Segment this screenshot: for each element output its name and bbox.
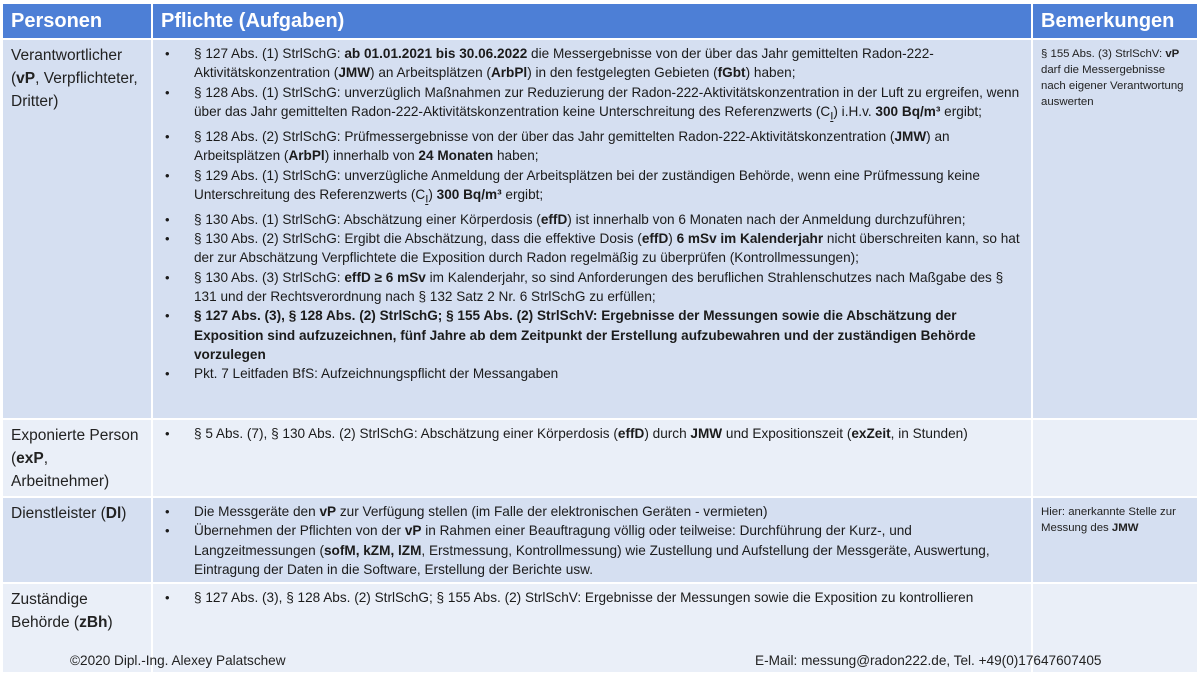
duties-cell	[153, 420, 1033, 498]
duty-item: • Die Messgeräte den vP zur Verfügung stellen (im Falle der elektronischen Geräten - vermieten)	[161, 502, 1025, 521]
duty-item: • § 128 Abs. (1) StrlSchG: unverzüglich Maßnahmen zur Reduzierung der Radon-222-Aktivitätskonzentration in der Luft zu ergreifen, wenn über das Jahr gemittelten Radon-222-Aktivitätskonzentration keine Unterschreitung des Referenzwerts $(C_I)$ i.H.v. 300 Bq/m³ ergibt;	[161, 83, 1025, 127]
table-row	[3, 420, 1197, 498]
remark-cell: Hier: anerkannte Stelle zur Messung des JMW	[1033, 498, 1197, 584]
person-cell: Dienstleister (Dl)	[3, 498, 153, 584]
person-abbreviation: zBh	[79, 614, 108, 631]
person-abbreviation: vP	[16, 70, 36, 87]
table-header	[3, 4, 1197, 40]
duty-item: • § 128 Abs. (2) StrlSchG: Prüfmessergebnisse von der über das Jahr gemittelten Radon-222-Aktivitätskonzentration (JMW) an Arbeitsplätzen (ArbPl) innerhalb von 24 Monaten haben;	[161, 127, 1025, 166]
header-remarks: Bemerkungen	[1033, 4, 1197, 40]
duties-cell	[153, 498, 1033, 584]
obligations-table	[3, 4, 1197, 674]
person-cell: Zuständige Behörde (zBh)	[3, 584, 153, 674]
person-cell: Exponierte Person (exP, Arbeitnehmer)	[3, 420, 153, 498]
person-abbreviation: Dl	[105, 505, 122, 522]
footer-copyright: ©2020 Dipl.-Ing. Alexey Palatschew	[70, 653, 286, 668]
header-persons: Personen	[3, 4, 153, 40]
duty-item: • § 129 Abs. (1) StrlSchG: unverzügliche Anmeldung der Arbeitsplätzen bei der zuständigen Behörde, wenn eine Prüfmessung keine Unterschreitung des Referenzwerts $(C_I)$ 300 Bq/m³ ergibt;	[161, 166, 1025, 210]
duty-item: • Pkt. 7 Leitfaden BfS: Aufzeichnungspflicht der Messangaben	[161, 364, 1025, 383]
duty-item: • § 5 Abs. (7), § 130 Abs. (2) StrlSchG: Abschätzung einer Körperdosis (effD) durch JMW und Expositionszeit (exZeit, in Stunden)	[161, 424, 1025, 443]
duty-item: • § 127 Abs. (3), § 128 Abs. (2) StrlSchG; § 155 Abs. (2) StrlSchV: Ergebnisse der Messungen sowie die Exposition zu kontrollieren	[161, 588, 1025, 607]
duty-item: • Übernehmen der Pflichten von der vP in Rahmen einer Beauftragung völlig oder teilweise: Durchführung der Kurz-, und Langzeitmessungen (sofM, kZM, lZM, Erstmessung, Kontrollmessung) wie Zustellung und Aufstellung der Messgeräte, Auswertung, Eintragung der Daten in die Software, Erstellung der Berichte usw.	[161, 521, 1025, 579]
person-abbreviation: exP	[16, 450, 44, 467]
remark-cell: § 155 Abs. (3) StrlSchV: vP darf die Messergebnisse nach eigener Verantwortung auswerten	[1033, 40, 1197, 420]
duty-item: • § 130 Abs. (1) StrlSchG: Abschätzung einer Körperdosis (effD) ist innerhalb von 6 Monaten nach der Anmeldung durchzuführen;	[161, 210, 1025, 229]
duties-cell	[153, 40, 1033, 420]
duty-item: • § 127 Abs. (3), § 128 Abs. (2) StrlSchG; § 155 Abs. (2) StrlSchV: Ergebnisse der Messungen sowie die Abschätzung der Exposition sind aufzuzeichnen, fünf Jahre ab dem Zeitpunkt der Erstellung aufzubewahren und der zuständigen Behörde vorzulegen	[161, 306, 1025, 364]
duty-item: • § 130 Abs. (3) StrlSchG: effD ≥ 6 mSv im Kalenderjahr, so sind Anforderungen des beruflichen Strahlenschutzes nach Maßgabe des § 131 und der Rechtsverordnung nach § 132 Satz 2 Nr. 6 StrlSchG zu erfüllen;	[161, 268, 1025, 307]
header-duties: Pflichte (Aufgaben)	[153, 4, 1033, 40]
footer-contact: E-Mail: messung@radon222.de, Tel. +49(0)17647607405	[755, 653, 1102, 668]
duty-item: • § 130 Abs. (2) StrlSchG: Ergibt die Abschätzung, dass die effektive Dosis (effD) 6 mSv im Kalenderjahr nicht überschreiten kann, so hat der zur Abschätzung Verpflichtete die Exposition durch Radon regelmäßig zu überprüfen (Kontrollmessungen);	[161, 229, 1025, 268]
table-row	[3, 498, 1197, 584]
duty-item: • § 127 Abs. (1) StrlSchG: ab 01.01.2021 bis 30.06.2022 die Messergebnisse von der über das Jahr gemittelten Radon-222-Aktivitätskonzentration (JMW) an Arbeitsplätzen (ArbPl) in den festgelegten Gebieten (fGbt) haben;	[161, 44, 1025, 83]
remark-cell	[1033, 420, 1197, 498]
table-row	[3, 40, 1197, 420]
person-cell: Verantwortlicher (vP, Verpflichteter, Dritter)	[3, 40, 153, 420]
